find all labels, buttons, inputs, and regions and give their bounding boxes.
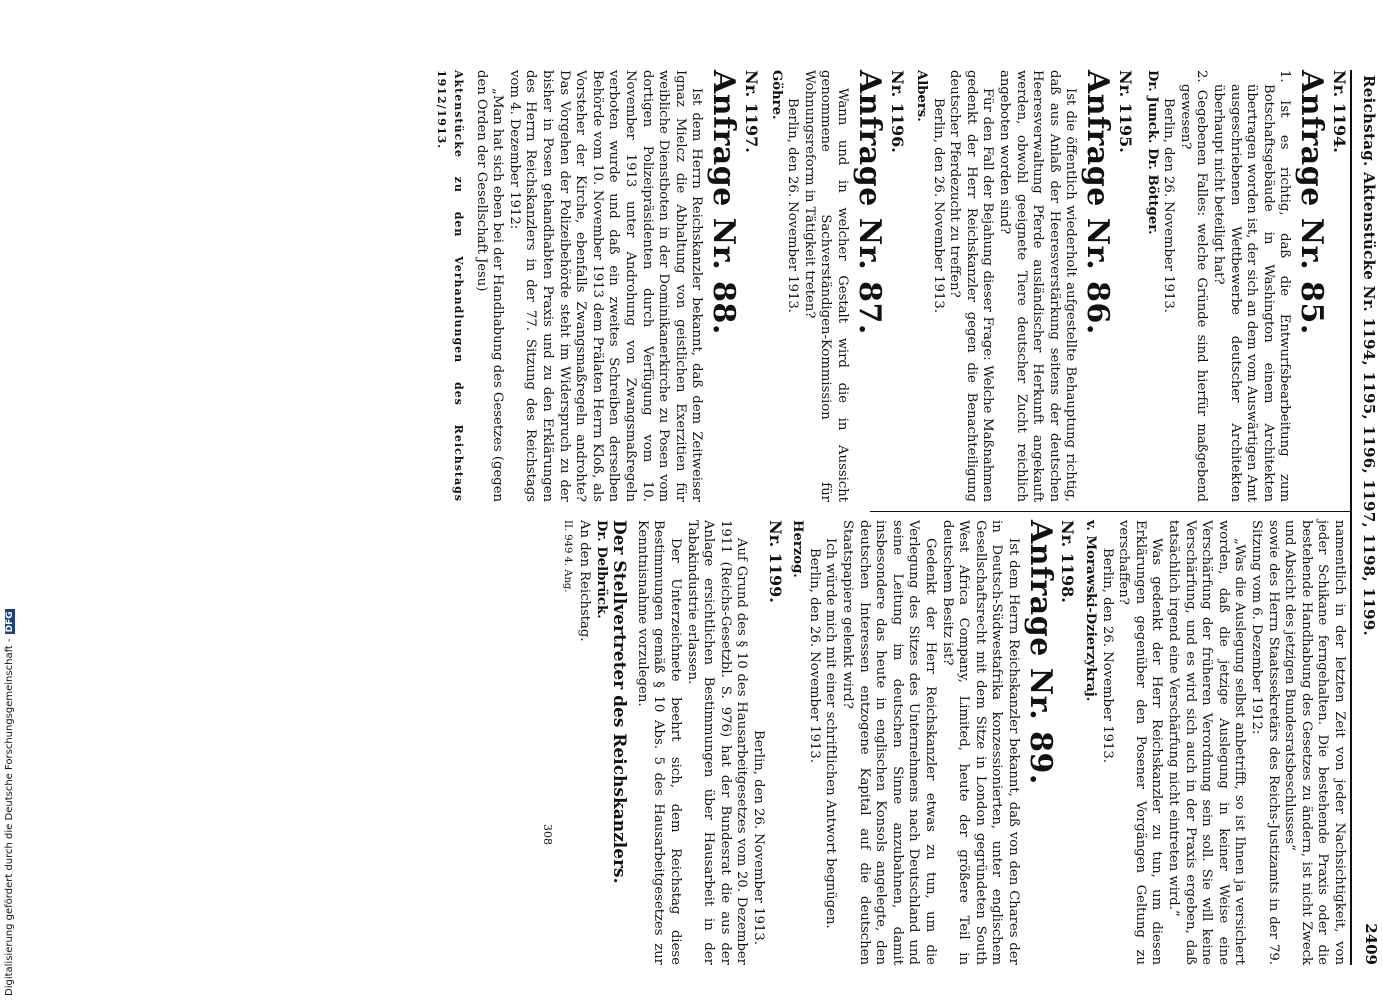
- running-header: [1355, 65, 1383, 965]
- section-1199: [538, 520, 785, 965]
- sheet-number: 308: [540, 824, 554, 845]
- signature: Dr. Junck. Dr. Böttger.: [1144, 70, 1160, 235]
- question: Was gedenkt der Herr Reichskanzler zu tun, um diesen Erklärungen gegenüber den Posener Vorgängen Geltung zu verschaffen?: [1116, 520, 1165, 965]
- section-number: Nr. 1194.: [1330, 70, 1349, 153]
- section-number: Nr. 1199.: [765, 520, 785, 603]
- reference-number: II. 949 4. Ang.: [562, 520, 574, 593]
- official-role: Der Stellvertreter des Reichskanzlers.: [609, 520, 630, 884]
- section-title: Anfrage Nr. 86.: [1080, 70, 1116, 335]
- page-footer: Aktenstücke zu den Verhandlungen des Reichstags 1912/1913.: [435, 70, 466, 502]
- header-rule: [1350, 70, 1352, 965]
- date-line: Berlin, den 26. November 1913.: [806, 548, 822, 763]
- section-number: Nr. 1198.: [1058, 520, 1078, 603]
- signature: Göhre.: [768, 70, 784, 120]
- section-1198: [789, 520, 1076, 965]
- date-line: Berlin, den 26. November 1913.: [1099, 548, 1115, 763]
- paragraph: Der Unterzeichnete beehrt sich, dem Reichstag diese Bestimmungen gemäß § 10 Abs. 5 des Hausarbeitgesetzes zur Kenntnisnahme vorzulegen.: [634, 520, 684, 965]
- paragraph: Ist dem Herrn Reichskanzler bekannt, daß dem Zeitweiser Ignaz Mielcz die Abhaltung von geistlichen Exerzitien für weibliche Dienstboten in der Dominikanerkirche zu Posen vom dortigen Polizeipräsidenten durch Verfügung vom 10. November 1913 unter Androhung von Zwangsmaßregeln verboten wurde und daß ein zweites Schreiben derselben Behörde vom 10. November 1913 dem Prälaten Herrn Kloß, als Vorsteher der Kirche, ebenfalls Zwangsmaßregeln androhte? Das Vorgehen der Polizeibehörde steht im Widerspruch zu der bisher in Posen gehandhabten Praxis und zu den Erklärungen des Herrn Reichskanzlers in der 77. Sitzung des Reichstags vom 4. Dezember 1912:: [506, 70, 705, 502]
- signature: Herzog.: [790, 520, 806, 578]
- quotation: „Was die Auslegung selbst anbetrifft, so ist Ihnen ja versichert worden, daß die jetzige Auslegung in keiner Weise eine Verschärfung der früheren Verordnung sein soll. Sie will keine Verschärfung, und es wird sich auch in der Praxis ergeben, daß tatsächlich irgend eine Verschärfung nicht eintreten wird.“: [1166, 520, 1248, 965]
- section-title: Anfrage Nr. 89.: [1022, 520, 1058, 785]
- column-divider: [870, 511, 1350, 512]
- right-column: [538, 520, 1347, 965]
- signature: Dr. Delbrück.: [593, 520, 609, 619]
- section-title: Anfrage Nr. 85.: [1294, 70, 1330, 335]
- question-item: 1. Ist es richtig, daß die Entwurfsbearbeitung zum Botschaftsgebäude in Washington einem Architekten übertragen worden ist, der sich an dem vom Auswärtigen Amt ausgeschriebenen Wettbewerbe deutscher Architekten überhaupt nicht beteiligt hat?: [1211, 70, 1293, 502]
- header-title: Reichstag. Aktenstücke Nr. 1194, 1195, 1196, 1197, 1198, 1199.: [1360, 75, 1378, 636]
- continued-quote: namentlich in der letzten Zeit von jeder Nachsichtigkeit, von jeder Schikane ferngehalten. Die bestehende Praxis oder die bestehende Handhabung des Gesetzes zu ändern, ist nicht Zweck und Absicht des jetzigen Bundesratsbeschlusses“: [1282, 520, 1347, 965]
- section-title: Anfrage Nr. 87.: [851, 70, 887, 335]
- paragraph: Ich würde mich mit einer schriftlichen Antwort begnügen.: [823, 538, 839, 929]
- section-1196: [767, 70, 905, 502]
- date-line: Berlin, den 26. November 1913.: [751, 730, 766, 945]
- quotation: „Man hat sich eben bei der Handhabung des Gesetzes (gegen den Orden der Gesellschaft Jesu): [473, 70, 506, 502]
- date-line: Berlin, den 26. November 1913.: [1161, 98, 1177, 313]
- page-number: 2409: [1362, 923, 1380, 965]
- paragraph: Ist dem Herrn Reichskanzler bekannt, daß von den Chares der in Deutsch-Südwestafrika konzessionierten, unter englischem Gesellschaftsrecht mit dem Sitze in London gegründeten South West Africa Company, Limited, heute der größere Teil in deutschem Besitz ist?: [939, 520, 1021, 965]
- section-number: Nr. 1196.: [887, 70, 907, 153]
- signature: Albers.: [914, 70, 930, 122]
- signature: v. Morawski-Dzierzykraj.: [1083, 520, 1099, 702]
- left-column: [433, 70, 1347, 502]
- paragraph: Wann und in welcher Gestalt wird die in Aussicht genommene Sachverständigen-Kommission für Wohnungsreform in Tätigkeit treten?: [801, 70, 850, 502]
- addressee: An den Reichstag.: [577, 520, 593, 642]
- section-1195: [913, 70, 1134, 502]
- section-number: Nr. 1195.: [1116, 70, 1136, 153]
- paragraph: Für den Fall der Bejahung dieser Frage: Welche Maßnahmen gedenkt der Herr Reichskanzler gegen die Benachteiligung deutscher Pferdezucht zu treffen?: [947, 70, 996, 502]
- paragraph: Gedenkt der Herr Reichskanzler etwas zu tun, um die Verlegung des Sitzes des Unternehmens nach Deutschland und seine Leitung im deutschen Sinne anzubahnen, damit insbesondere das heute in englischen Konsols angelegte, den deutschen Interessen entzogene Kapital auf die deutschen Staatspapiere gelenkt wird?: [839, 520, 938, 965]
- section-number: Nr. 1197.: [741, 70, 761, 153]
- credit-text: Digitalisierung gefördert durch die Deutsche Forschungsgemeinschaft -: [4, 638, 15, 996]
- dfg-logo: DFG: [5, 611, 15, 633]
- paragraph: Ist die öffentlich wiederholt aufgestellte Behauptung richtig, daß aus Anlaß der Heeresverstärkung seitens der deutschen Heeresverwaltung Pferde ausländischer Herkunft angekauft werden, obwohl geeignete Tiere deutscher Zucht reichlich angeboten worden sind?: [997, 70, 1079, 502]
- date-line: Berlin, den 26. November 1913.: [930, 98, 946, 313]
- question-item: 2. Gegebenen Falles: welche Gründe sind hierfür maßgebend gewesen?: [1177, 70, 1210, 502]
- paragraph: sowie des Herrn Staatssekretärs des Reichs-Justizamts in der 79. Sitzung vom 6. Dezember 1912:: [1249, 520, 1281, 965]
- paragraph: Auf Grund des § 10 des Hausarbeitgesetzes vom 20. Dezember 1911 (Reichs-Gesetzbl. S. 976) hat der Bundesrat die aus der Anlage ersichtlichen Bestimmungen über Hausarbeit in der Tabakindustrie erlassen.: [684, 520, 750, 965]
- date-line: Berlin, den 26. November 1913.: [785, 98, 801, 313]
- section-1194: [1143, 70, 1347, 502]
- digitization-credit: [4, 609, 15, 996]
- section-1197: [433, 70, 759, 502]
- section-title: Anfrage Nr. 88.: [706, 70, 742, 335]
